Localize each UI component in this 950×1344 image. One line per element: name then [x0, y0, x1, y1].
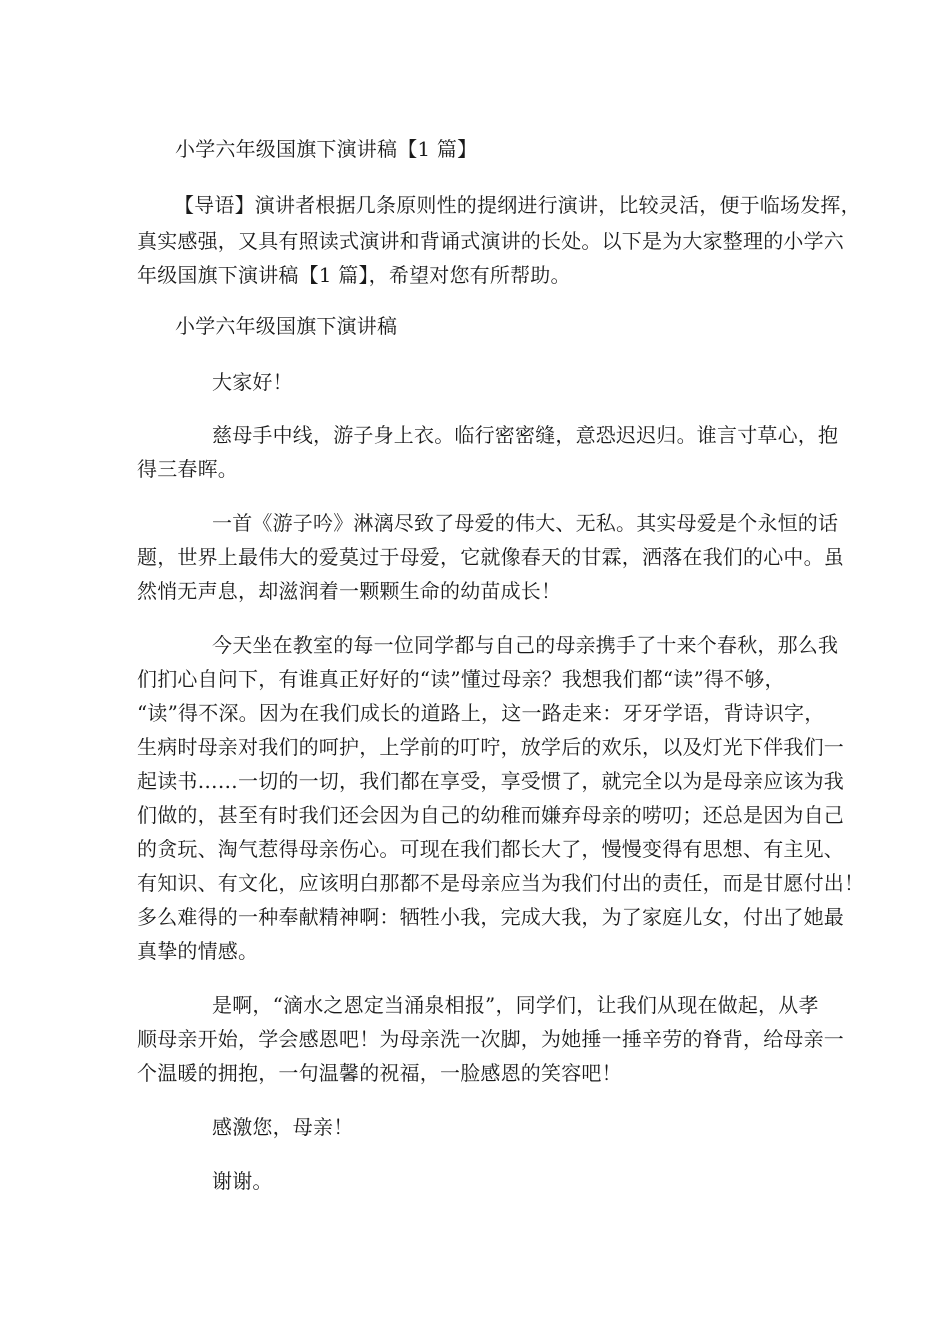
paragraph-line: 顺母亲开始，学会感恩吧！为母亲洗一次脚，为她捶一捶辛劳的脊背，给母亲一 — [137, 1027, 844, 1051]
paragraph-line: 今天坐在教室的每一位同学都与自己的母亲携手了十来个春秋，那么我 — [212, 633, 839, 657]
intro-line: 年级国旗下演讲稿【1 篇】，希望对您有所帮助。 — [137, 263, 571, 287]
paragraph-line: 们扪心自问下，有谁真正好好的“读”懂过母亲？我想我们都“读”得不够， — [137, 667, 785, 691]
paragraph-line: 的贪玩、淘气惹得母亲伤心。可现在我们都长大了，慢慢变得有思想、有主见、 — [137, 837, 844, 861]
paragraph-line: 然悄无声息，却滋润着一颗颗生命的幼苗成长！ — [137, 579, 562, 603]
paragraph-line: 题，世界上最伟大的爱莫过于母爱，它就像春天的甘霖，洒落在我们的心中。虽 — [137, 545, 844, 569]
document-subtitle: 小学六年级国旗下演讲稿 — [175, 314, 398, 338]
paragraph-line: 起读书……一切的一切，我们都在享受，享受惯了，就完全以为是母亲应该为我 — [137, 769, 844, 793]
paragraph-line: 多么难得的一种奉献精神啊：牺牲小我，完成大我，为了家庭儿女，付出了她最 — [137, 905, 844, 929]
paragraph-line: “读”得不深。因为在我们成长的道路上，这一路走来：牙牙学语，背诗识字， — [137, 701, 825, 725]
paragraph-line: 一首《游子吟》淋漓尽致了母爱的伟大、无私。其实母爱是个永恒的话 — [212, 511, 839, 535]
thanks: 谢谢。 — [212, 1169, 273, 1193]
closing: 感激您，母亲！ — [212, 1115, 354, 1139]
paragraph-line: 个温暖的拥抱，一句温馨的祝福，一脸感恩的笑容吧！ — [137, 1061, 622, 1085]
document-title: 小学六年级国旗下演讲稿【1 篇】 — [175, 137, 478, 161]
paragraph-line: 是啊，“滴水之恩定当涌泉相报”，同学们，让我们从现在做起，从孝 — [212, 993, 819, 1017]
intro-line: 真实感强，又具有照读式演讲和背诵式演讲的长处。以下是为大家整理的小学六 — [137, 229, 844, 253]
paragraph-line: 生病时母亲对我们的呵护，上学前的叮咛，放学后的欢乐，以及灯光下伴我们一 — [137, 735, 844, 759]
paragraph-line: 有知识、有文化，应该明白那都不是母亲应当为我们付出的责任，而是甘愿付出！ — [137, 871, 865, 895]
greeting: 大家好！ — [212, 370, 293, 394]
paragraph-line: 得三春晖。 — [137, 457, 238, 481]
paragraph-line: 慈母手中线，游子身上衣。临行密密缝，意恐迟迟归。谁言寸草心，抱 — [212, 423, 839, 447]
intro-line: 【导语】演讲者根据几条原则性的提纲进行演讲，比较灵活，便于临场发挥， — [174, 193, 861, 217]
paragraph-line: 们做的，甚至有时我们还会因为自己的幼稚而嫌弃母亲的唠叨；还总是因为自己 — [137, 803, 844, 827]
paragraph-line: 真挚的情感。 — [137, 939, 259, 963]
